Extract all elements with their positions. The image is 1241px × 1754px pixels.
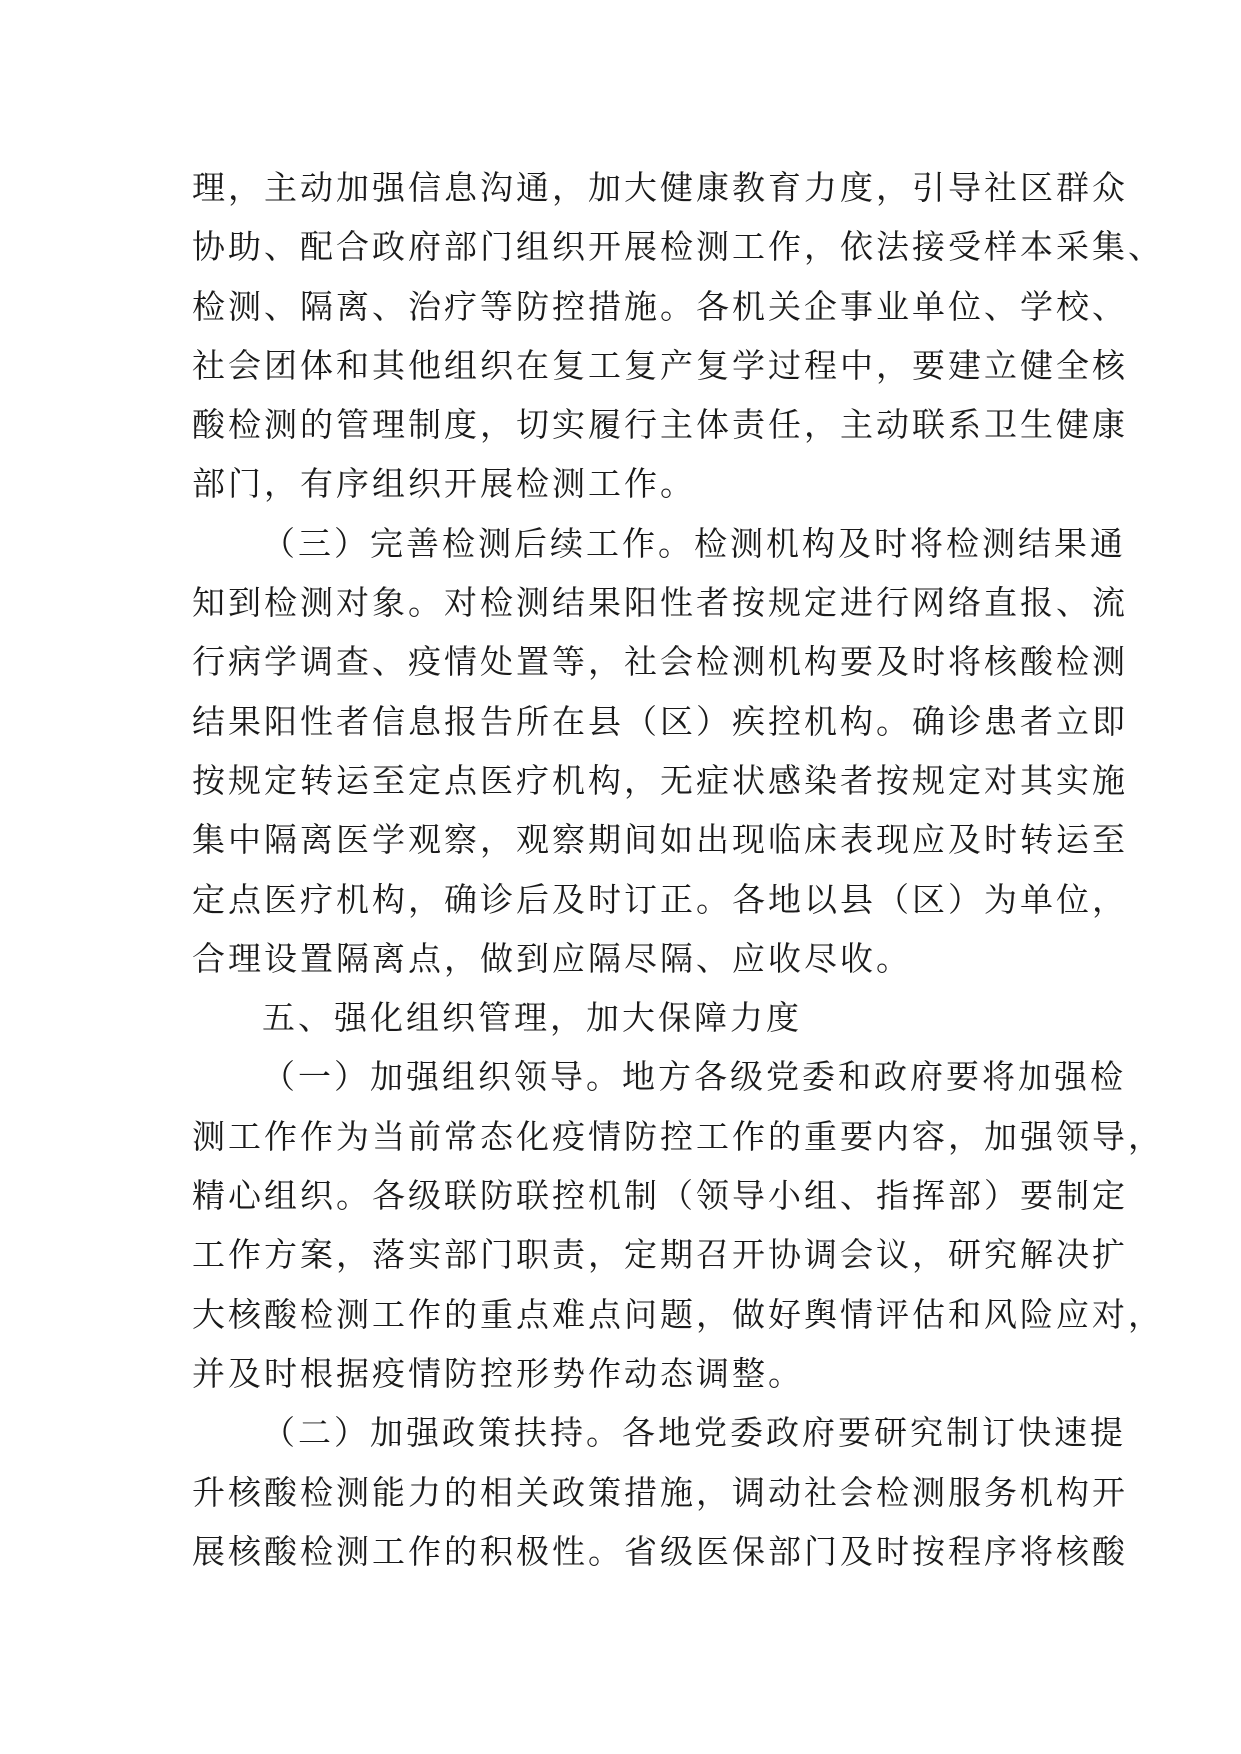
- text-line-5: 酸检测的管理制度，切实履行主体责任，主动联系卫生健康: [192, 405, 1128, 445]
- text-line-4: 社会团体和其他组织在复工复产复学过程中，要建立健全核: [192, 345, 1128, 385]
- text-line-18: 精心组织。各级联防联控机制（领导小组、指挥部）要制定: [192, 1176, 1128, 1216]
- text-line-11: 按规定转运至定点医疗机构，无症状感染者按规定对其实施: [192, 760, 1128, 800]
- paragraph-heading-2-line: （二）加强政策扶持。各地党委政府要研究制订快速提: [262, 1413, 1126, 1453]
- text-line-2: 协助、配合政府部门组织开展检测工作，依法接受样本采集、: [192, 227, 1164, 267]
- text-line-8: 知到检测对象。对检测结果阳性者按规定进行网络直报、流: [192, 583, 1128, 623]
- text-line-23: 升核酸检测能力的相关政策措施，调动社会检测服务机构开: [192, 1472, 1128, 1512]
- text-line-3: 检测、隔离、治疗等防控措施。各机关企事业单位、学校、: [192, 286, 1128, 326]
- text-line-21: 并及时根据疫情防控形势作动态调整。: [192, 1353, 804, 1393]
- document-body: [192, 158, 1164, 1581]
- text-line-19: 工作方案，落实部门职责，定期召开协调会议，研究解决扩: [192, 1235, 1128, 1275]
- section-heading-5: 五、强化组织管理，加大保障力度: [262, 998, 802, 1038]
- text-line-24: 展核酸检测工作的积极性。省级医保部门及时按程序将核酸: [192, 1531, 1128, 1571]
- text-line-12: 集中隔离医学观察，观察期间如出现临床表现应及时转运至: [192, 820, 1128, 860]
- text-line-14: 合理设置隔离点，做到应隔尽隔、应收尽收。: [192, 938, 912, 978]
- text-line-6: 部门，有序组织开展检测工作。: [192, 464, 696, 504]
- text-line-10: 结果阳性者信息报告所在县（区）疾控机构。确诊患者立即: [192, 701, 1128, 741]
- text-line-1: 理，主动加强信息沟通，加大健康教育力度，引导社区群众: [192, 168, 1128, 207]
- text-line-9: 行病学调查、疫情处置等，社会检测机构要及时将核酸检测: [192, 642, 1128, 682]
- paragraph-heading-3-line: （三）完善检测后续工作。检测机构及时将检测结果通: [262, 523, 1126, 563]
- text-line-13: 定点医疗机构，确诊后及时订正。各地以县（区）为单位，: [192, 879, 1128, 919]
- text-line-20: 大核酸检测工作的重点难点问题，做好舆情评估和风险应对，: [192, 1294, 1164, 1334]
- text-line-17: 测工作作为当前常态化疫情防控工作的重要内容，加强领导，: [192, 1116, 1164, 1156]
- paragraph-heading-1-line: （一）加强组织领导。地方各级党委和政府要将加强检: [262, 1057, 1126, 1097]
